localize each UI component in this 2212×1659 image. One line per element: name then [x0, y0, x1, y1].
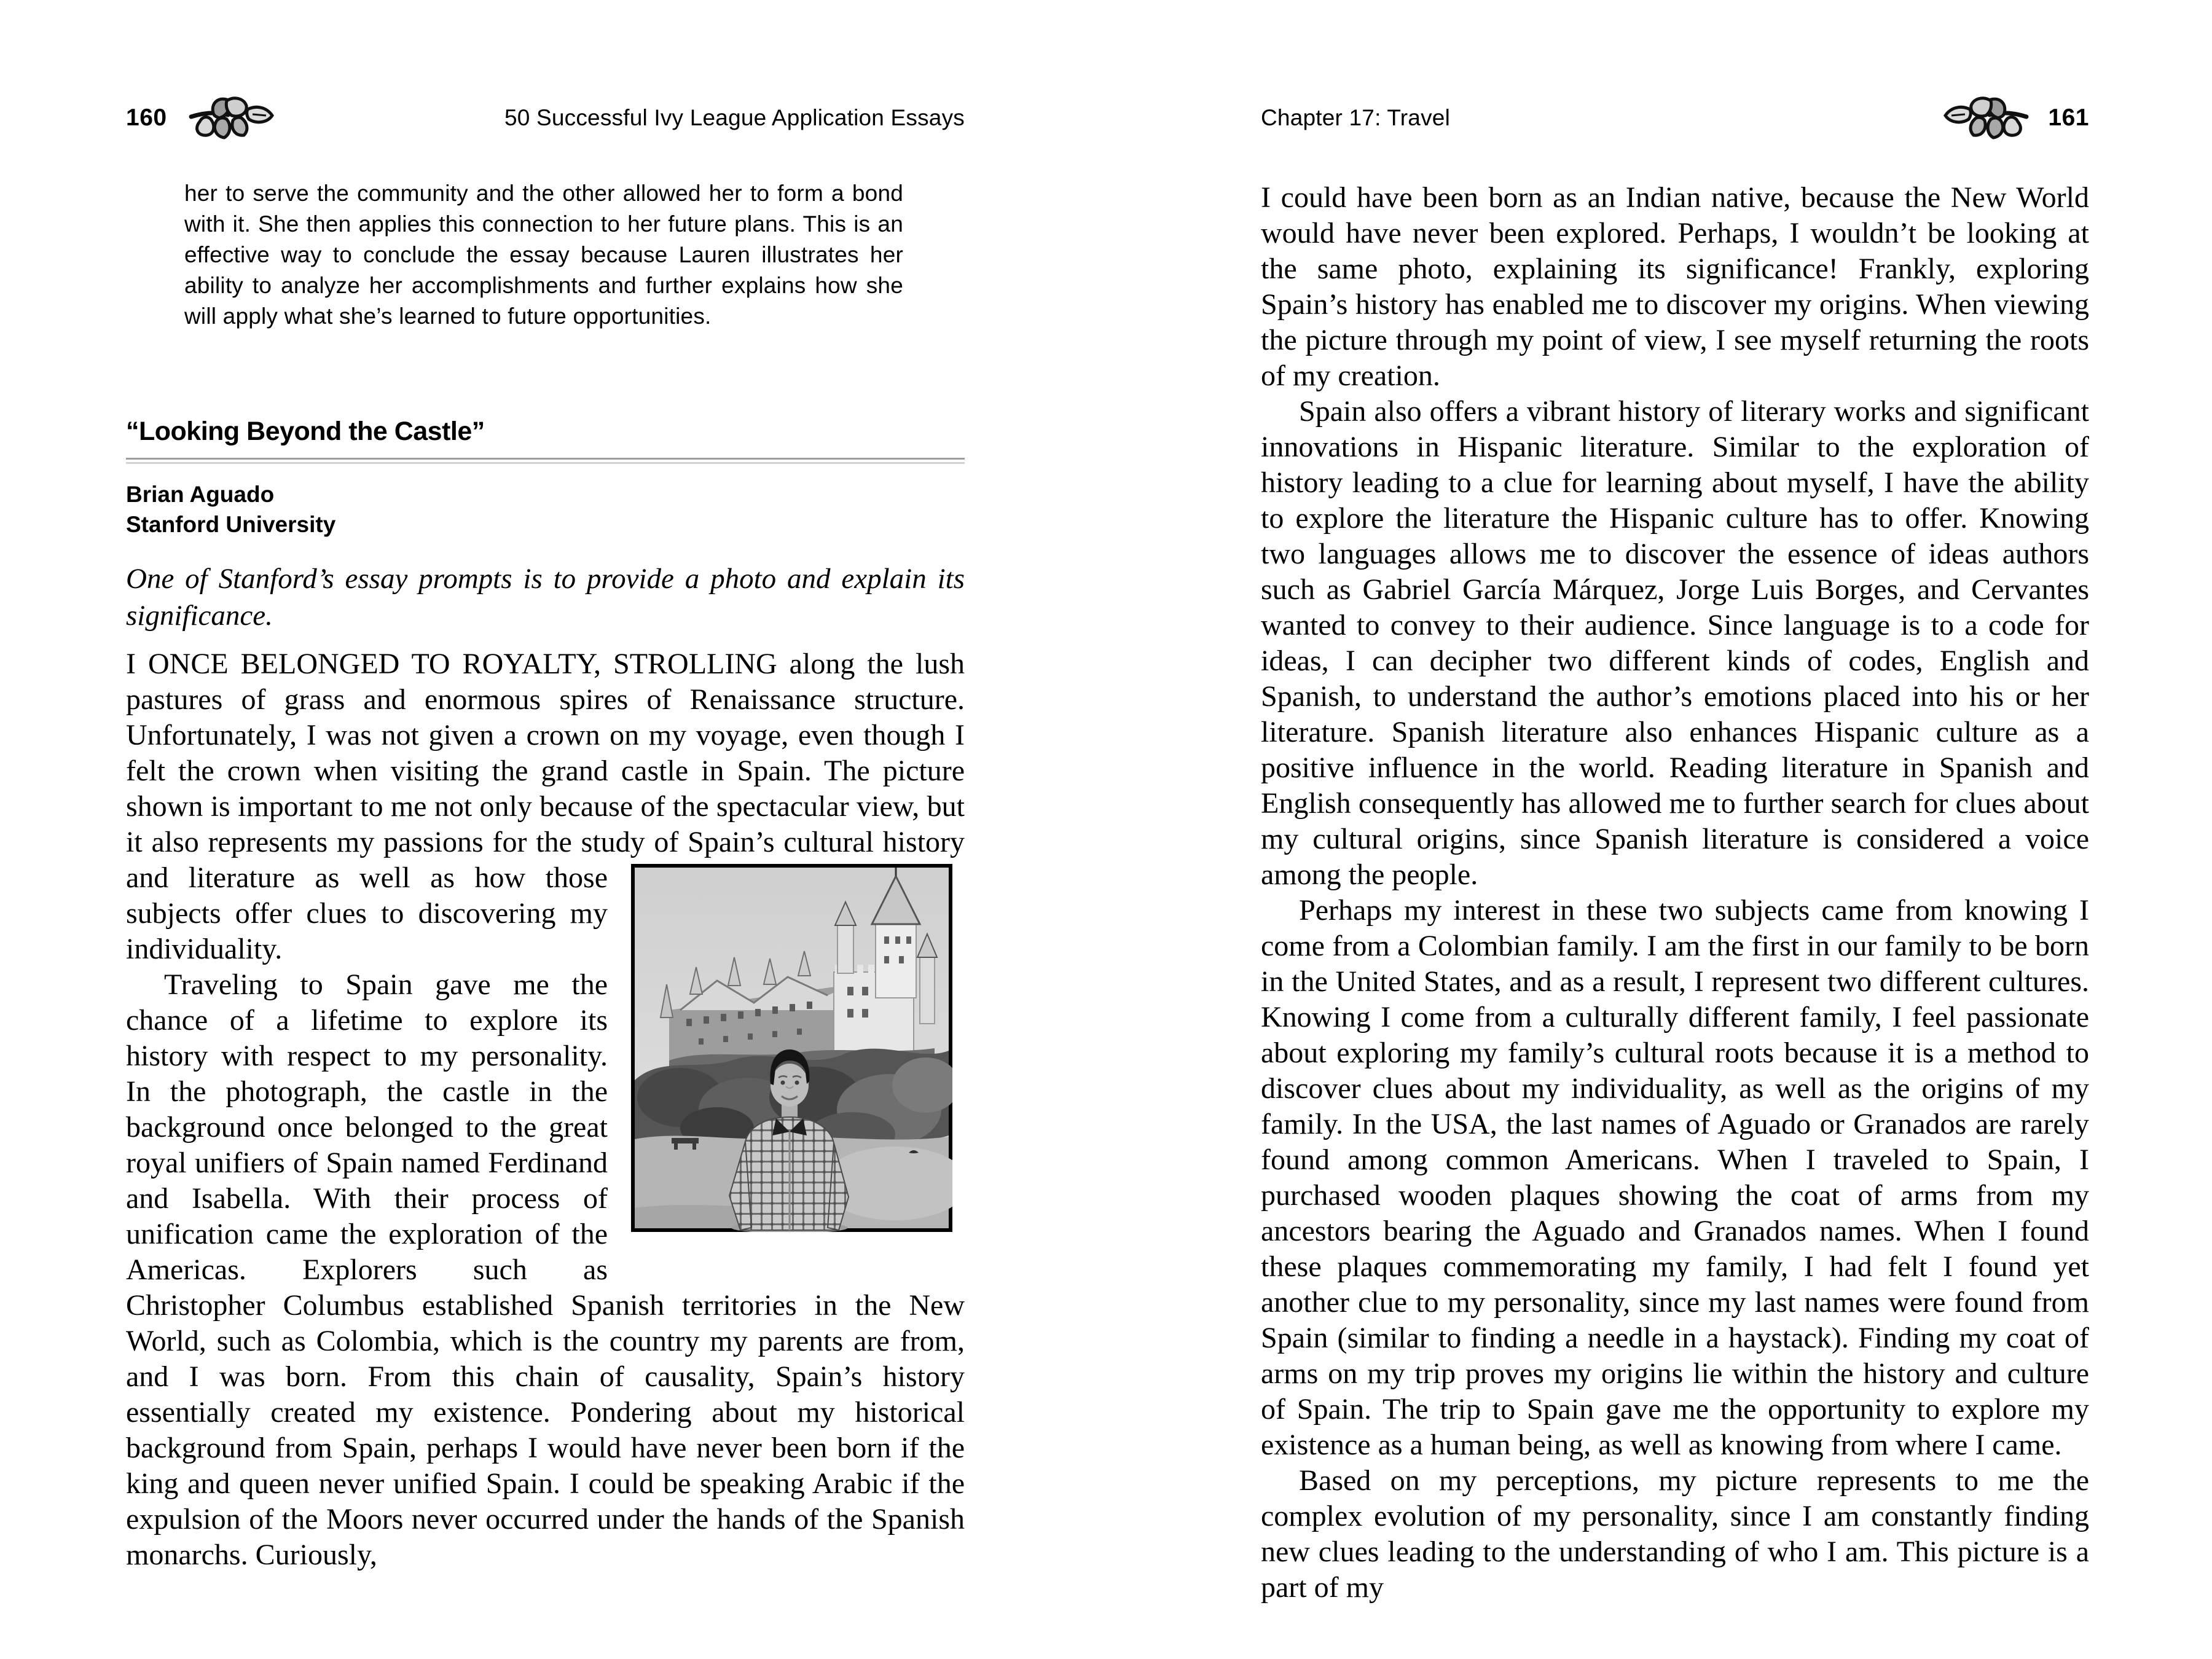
left-running-title: 50 Successful Ivy League Application Essays	[504, 105, 965, 130]
title-rule	[126, 458, 965, 464]
essay-title: “Looking Beyond the Castle”	[126, 417, 485, 446]
castle-photo	[631, 864, 952, 1232]
right-running-head	[1261, 96, 2089, 140]
leaf-ornament-icon	[188, 96, 275, 140]
author-block	[126, 479, 965, 539]
paragraph-1-continuation: cultural history and literature as well as how those subjects offer clues to discovering my individuality.	[126, 826, 965, 965]
essay-body-right	[1261, 180, 2089, 1606]
essay-prompt-note: One of Stanford’s essay prompts is to provide a photo and explain its significance.	[126, 563, 965, 632]
essay-paragraph-1	[126, 646, 965, 967]
essay-paragraph-2: Traveling to Spain gave me the chance of a lifetime to explore its history with respect to my personality. In the photograph, the castle in the background once belonged to the great royal unifiers of Spain named Ferdinand and Isabella. With their process of unification came the exploration of the Americas. Explorers such as Christopher Columbus established Spanish territories in the New World, such as Colombia, which is the country my parents are from, and I was born. From this chain of causality, Spain’s history essentially created my existence. Pondering about my historical background from Spain, perhaps I would have never been born if the king and queen never unified Spain. I could be speaking Arabic if the expulsion of the Moors never occurred under the hands of the Spanish monarchs. Curiously,	[126, 968, 965, 1571]
author-name: Brian Aguado	[126, 482, 275, 507]
left-page-number: 160	[126, 104, 167, 131]
right-page-number: 161	[2048, 104, 2089, 131]
editor-commentary: her to serve the community and the other allowed her to form a bond with it. She then applies this connection to her future plans. This is an effective way to conclude the essay because Lauren illustrates her ability to analyze her accomplishments and further explains how she will apply what she’s learned to future opportunities.	[184, 181, 903, 329]
paragraph-1-text: along the lush pastures of grass and enormous spires of Renaissance structure. Unfortunately, I was not given a crown on my voyage, even though I felt the crown when visiting the grand castle in Spain. The picture shown is important to me not only because of the spectacular view, but it also represents my passions for the study of Spain’s	[126, 648, 965, 858]
essay-title-block	[126, 417, 965, 464]
essay-paragraph-3: I could have been born as an Indian native, because the New World would have never been explored. Perhaps, I wouldn’t be looking at the same photo, explaining its significance! Frankly, exploring Spain’s history has enabled me to discover my origins. When viewing the picture through my point of view, I see myself returning the roots of my creation.	[1261, 181, 2089, 392]
left-running-head	[126, 96, 965, 140]
essay-body-left	[126, 646, 965, 1573]
right-running-title: Chapter 17: Travel	[1261, 105, 1450, 130]
essay-paragraph-4: Spain also offers a vibrant history of literary works and significant innovations in Hispanic literature. Similar to the exploration of history leading to a clue for learning about myself, I have the ability to explore the literature the Hispanic culture has to offer. Knowing two languages allows me to discover the essence of ideas authors such as Gabriel García Márquez, Jorge Luis Borges, and Cervantes wanted to convey to their audience. Since language is to a code for ideas, I can decipher two different kinds of codes, English and Spanish, to understand the author’s emotions placed into his or her literature. Spanish literature also enhances Hispanic culture as a positive influence in the world. Reading literature in Spanish and English consequently has allowed me to further search for clues about my cultural origins, since Spanish literature is considered a voice among the people.	[1261, 395, 2089, 891]
author-school: Stanford University	[126, 512, 336, 537]
essay-paragraph-5: Perhaps my interest in these two subjects came from knowing I come from a Colombian family. I am the first in our family to be born in the United States, and as a result, I represent two different cultures. Knowing I come from a culturally different family, I feel passionate about exploring my family’s cultural roots because it is a method to discover clues about my individuality, as well as the origins of my family. In the USA, the last names of Aguado or Granados are rarely found among common Americans. When I traveled to Spain, I purchased wooden plaques showing the coat of arms from my ancestors bearing the Aguado and Granados names. When I found these plaques commemorating my family, I had felt I found yet another clue to my personality, since my last names were found from Spain (similar to finding a needle in a haystack). Finding my coat of arms on my trip proves my origins lie within the history and culture of Spain. The trip to Spain gave me the opportunity to explore my existence as a human being, as well as knowing from where I came.	[1261, 894, 2089, 1461]
opening-capitals: I ONCE BELONGED TO ROYALTY, STROLLING	[126, 648, 777, 680]
leaf-ornament-icon	[1942, 96, 2030, 140]
essay-paragraph-6: Based on my perceptions, my picture represents to me the complex evolution of my personality, since I am constantly finding new clues leading to the understanding of who I am. This picture is a part of my	[1261, 1464, 2089, 1604]
